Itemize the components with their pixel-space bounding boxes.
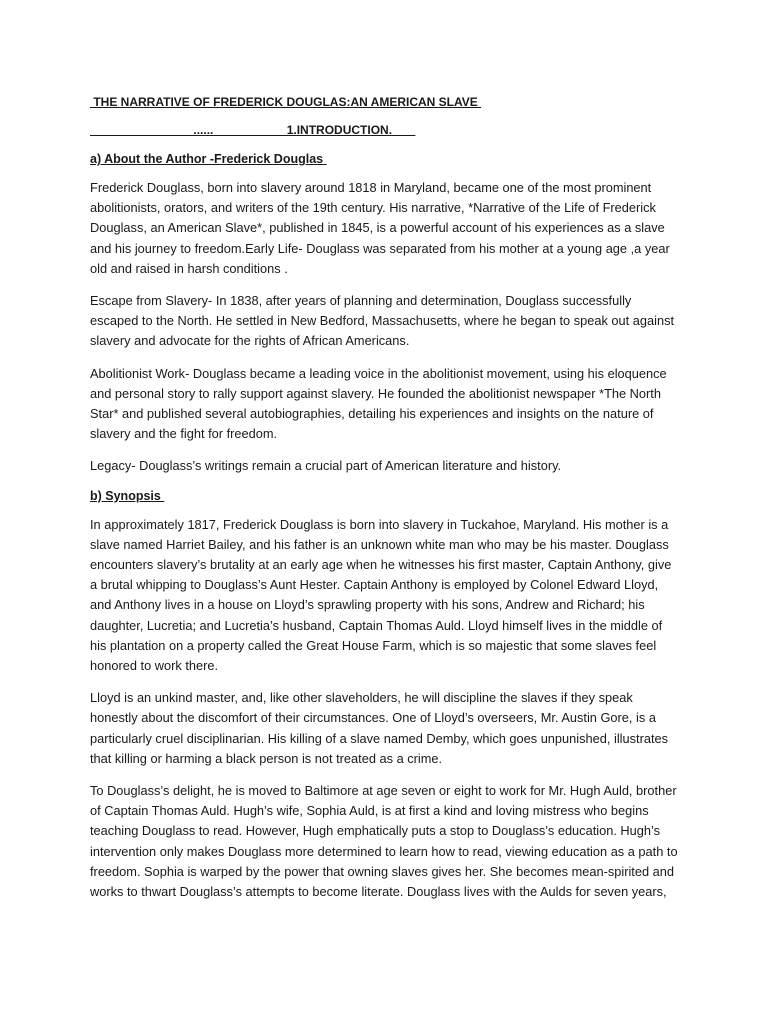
paragraph-synopsis-lloyd: Lloyd is an unkind master, and, like other slaveholders, he will discipline the slaves if they speak honestly about the discomfort of their circumstances. One of Lloyd’s overseers, Mr. Austin Gore, is a particularly cruel disciplinarian. His killing of a slave named Demby, which goes unpunished, illustrates that killing or harming a black person is not treated as a crime. [90, 690, 669, 766]
section-a-heading: a) About the Author -Frederick Douglas [90, 152, 327, 166]
paragraph-legacy: Legacy- Douglass’s writings remain a crucial part of American literature and history. [90, 458, 562, 474]
paragraph-abolitionist-work: Abolitionist Work- Douglass became a leading voice in the abolitionist movement, using his eloquence and personal story to rally support against slavery. He founded the abolitionist newspaper *The North Star* and published several autobiographies, detailing his experiences and insights on the nature of slavery and the fight for freedom. [90, 365, 667, 442]
paragraph-escape: Escape from Slavery- In 1838, after years of planning and determination, Douglass successfully escaped to the North. He settled in New Bedford, Massachusetts, where he began to speak out against slavery and advocate for the rights of African Americans. [90, 293, 675, 349]
paragraph-synopsis-birth: In approximately 1817, Frederick Douglass is born into slavery in Tuckahoe, Maryland. His mother is a slave named Harriet Bailey, and his father is an unknown white man who may be his master. Douglass encounters slavery’s brutality at an early age when he witnesses his first master, Captain Anthony, give a brutal whipping to Douglass’s Aunt Hester. Captain Anthony is employed by Colonel Edward Lloyd, and Anthony lives in a house on Lloyd’s sprawling property with his sons, Andrew and Richard; his daughter, Lucretia; and Lucretia’s husband, Captain Thomas Auld. Lloyd himself lives in the middle of his plantation on a property called the Great House Farm, which is so majestic that some slaves feel honored to work there. [90, 516, 672, 674]
document-body [90, 93, 680, 902]
introduction-heading: ...... 1.INTRODUCTION. [90, 123, 416, 137]
paragraph-synopsis-baltimore: To Douglass’s delight, he is moved to Baltimore at age seven or eight to work for Mr. Hugh Auld, brother of Captain Thomas Auld. Hugh’s wife, Sophia Auld, is at first a kind and loving mistress who begins teaching Douglass to read. However, Hugh emphatically puts a stop to Douglass’s education. Hugh’s intervention only makes Douglass more determined to learn how to read, viewing education as a path to freedom. Sophia is warped by the power that owning slaves gives her. She becomes mean-spirited and works to thwart Douglass’s attempts to become literate. Douglass lives with the Aulds for seven years, [90, 783, 678, 900]
section-b-heading: b) Synopsis [90, 488, 165, 503]
document-title: THE NARRATIVE OF FREDERICK DOUGLAS:AN AMERICAN SLAVE [90, 95, 482, 109]
paragraph-author-intro: Frederick Douglass, born into slavery around 1818 in Maryland, became one of the most prominent abolitionists, orators, and writers of the 19th century. His narrative, *Narrative of the Life of Frederick Douglass, an American Slave*, published in 1845, is a powerful account of his experiences as a slave and his journey to freedom.Early Life- Douglass was separated from his mother at a young age ,a year old and raised in harsh conditions . [90, 180, 670, 276]
